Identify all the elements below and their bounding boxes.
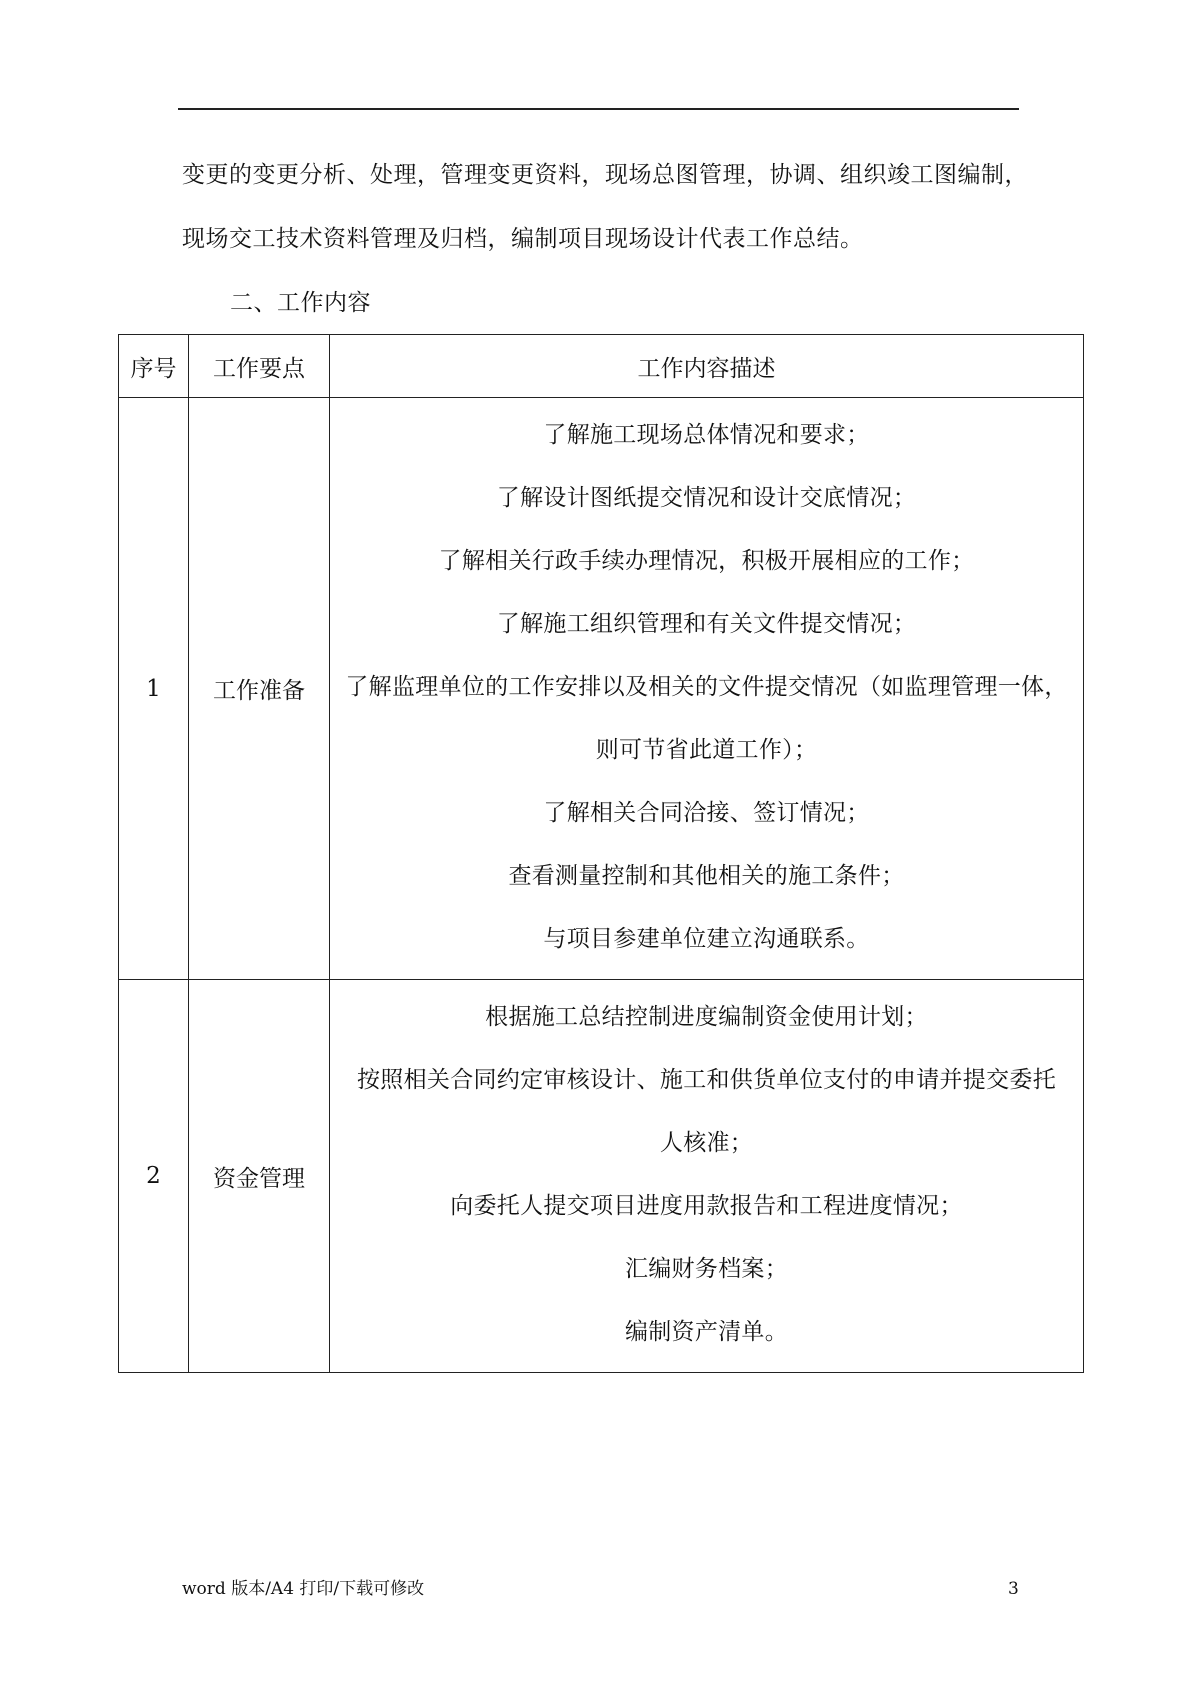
description-line: 向委托人提交项目进度用款报告和工程进度情况； bbox=[450, 1193, 963, 1219]
row-serial-no: 1 bbox=[119, 398, 189, 980]
table-row bbox=[119, 980, 1084, 1373]
header-description: 工作内容描述 bbox=[330, 335, 1084, 398]
header-key-point: 工作要点 bbox=[189, 335, 330, 398]
header-rule bbox=[178, 108, 1019, 110]
table-header-row bbox=[119, 335, 1084, 398]
description-line: 了解相关行政手续办理情况，积极开展相应的工作； bbox=[438, 548, 975, 574]
description-line: 编制资产清单。 bbox=[624, 1319, 789, 1345]
description-line: 汇编财务档案； bbox=[624, 1256, 789, 1282]
description-line: 按照相关合同约定审核设计、施工和供货单位支付的申请并提交委托 bbox=[357, 1067, 1056, 1093]
description-line: 根据施工总结控制进度编制资金使用计划； bbox=[485, 1004, 928, 1030]
footer-note: word 版本/A4 打印/下载可修改 bbox=[182, 1579, 425, 1599]
row-key-point: 资金管理 bbox=[189, 980, 330, 1373]
body-paragraph-line-2: 现场交工技术资料管理及归档，编制项目现场设计代表工作总结。 bbox=[182, 226, 864, 252]
page-number: 3 bbox=[1008, 1579, 1019, 1599]
row-description bbox=[330, 398, 1084, 980]
body-paragraph-line-1: 变更的变更分析、处理，管理变更资料，现场总图管理，协调、组织竣工图编制， bbox=[182, 162, 1028, 188]
section-heading: 二、工作内容 bbox=[230, 290, 371, 316]
row-serial-no: 2 bbox=[119, 980, 189, 1373]
description-line: 了解施工现场总体情况和要求； bbox=[543, 422, 870, 448]
header-serial-no: 序号 bbox=[119, 335, 189, 398]
description-line: 了解监理单位的工作安排以及相关的文件提交情况（如监理管理一体， bbox=[345, 674, 1068, 700]
table-row bbox=[119, 398, 1084, 980]
description-line: 则可节省此道工作）； bbox=[595, 737, 818, 763]
description-line: 了解设计图纸提交情况和设计交底情况； bbox=[496, 485, 917, 511]
description-line: 查看测量控制和其他相关的施工条件； bbox=[508, 863, 905, 889]
row-key-point: 工作准备 bbox=[189, 398, 330, 980]
description-line: 了解相关合同洽接、签订情况； bbox=[543, 800, 870, 826]
description-line: 人核准； bbox=[659, 1130, 754, 1156]
row-description bbox=[330, 980, 1084, 1373]
work-content-table bbox=[118, 334, 1084, 1373]
description-line: 了解施工组织管理和有关文件提交情况； bbox=[496, 611, 917, 637]
description-line: 与项目参建单位建立沟通联系。 bbox=[543, 926, 870, 952]
